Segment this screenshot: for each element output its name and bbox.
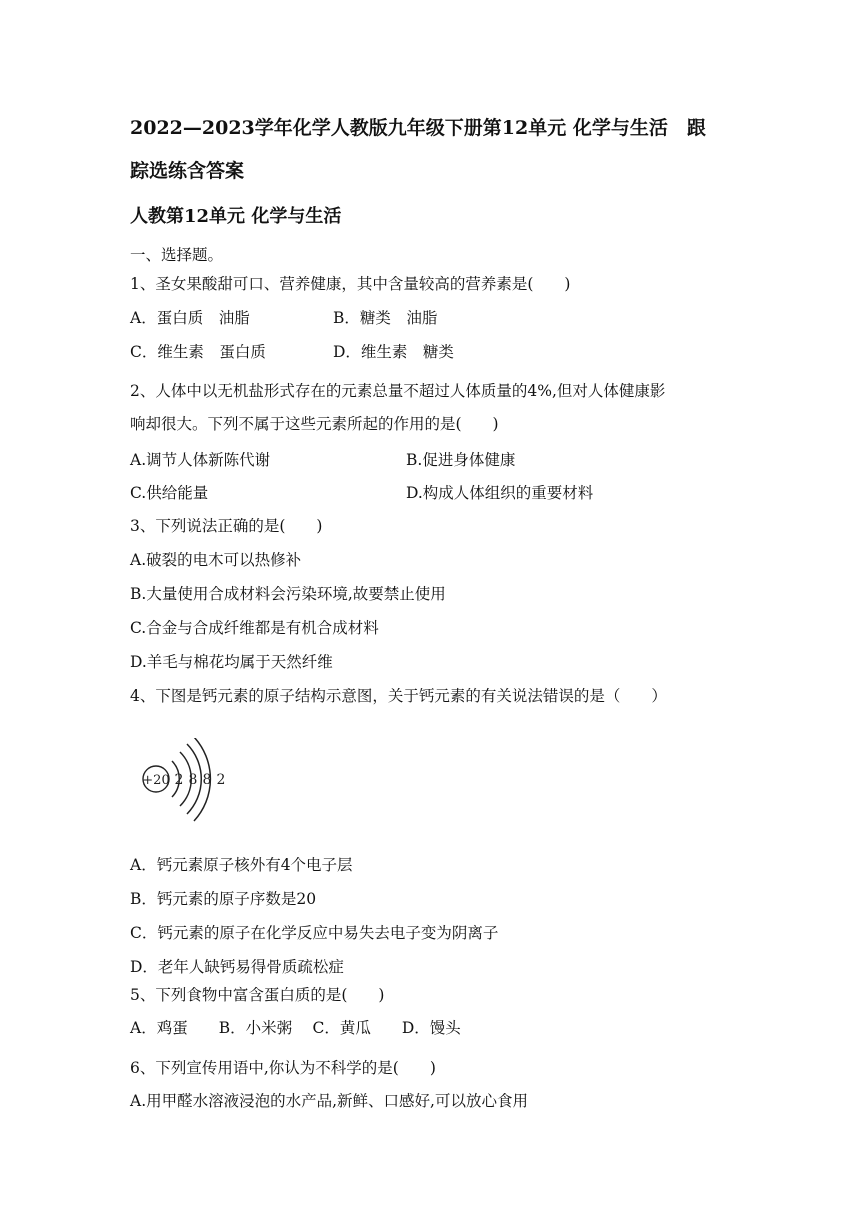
q1-option-a: A．蛋白质 油脂 xyxy=(130,309,250,327)
q1-option-c: C．维生素 蛋白质 xyxy=(130,343,266,361)
q5-stem: 5、下列食物中富含蛋白质的是( ) xyxy=(130,986,385,1004)
q3-option-b: B.大量使用合成材料会污染环境,故要禁止使用 xyxy=(130,585,446,603)
q3-option-c: C.合金与合成纤维都是有机合成材料 xyxy=(130,619,379,637)
q4-stem: 4、下图是钙元素的原子结构示意图，关于钙元素的有关说法错误的是（ ） xyxy=(130,687,667,705)
q4-option-d: D．老年人缺钙易得骨质疏松症 xyxy=(130,958,344,976)
q3-option-a: A.破裂的电木可以热修补 xyxy=(130,551,302,569)
q5-options: A．鸡蛋 B．小米粥 C．黄瓜 D．馒头 xyxy=(130,1019,461,1037)
nucleus-charge-label: +20 xyxy=(142,773,170,788)
q2-stem-line-2: 响却很大。下列不属于这些元素所起的作用的是( ) xyxy=(130,415,499,433)
q2-option-d: D.构成人体组织的重要材料 xyxy=(406,484,594,502)
q6-option-a: A.用甲醛水溶液浸泡的水产品,新鲜、口感好,可以放心食用 xyxy=(130,1092,528,1110)
unit-heading: 人教第12单元 化学与生活 xyxy=(130,206,342,227)
q1-option-b: B．糖类 油脂 xyxy=(333,309,438,327)
q1-option-d: D．维生素 糖类 xyxy=(333,343,454,361)
shell-1-electron-count: 2 xyxy=(174,772,184,788)
q6-stem: 6、下列宣传用语中,你认为不科学的是( ) xyxy=(130,1059,436,1077)
section-heading: 一、选择题。 xyxy=(130,246,224,264)
q2-option-a: A.调节人体新陈代谢 xyxy=(130,451,271,469)
q2-stem-line-1: 2、人体中以无机盐形式存在的元素总量不超过人体质量的4%,但对人体健康影 xyxy=(130,382,666,400)
q4-option-b: B．钙元素的原子序数是20 xyxy=(130,890,317,908)
shell-2-electron-count: 8 xyxy=(188,772,198,788)
shell-3-electron-count: 8 xyxy=(202,772,212,788)
q4-option-a: A．钙元素原子核外有4个电子层 xyxy=(130,856,353,874)
q2-option-b: B.促进身体健康 xyxy=(406,451,516,469)
shell-4-electron-count: 2 xyxy=(216,772,226,788)
q3-option-d: D.羊毛与棉花均属于天然纤维 xyxy=(130,653,333,671)
document-title-line-2: 踪选练含答案 xyxy=(130,160,245,182)
q2-option-c: C.供给能量 xyxy=(130,484,209,502)
q1-stem: 1、圣女果酸甜可口、营养健康，其中含量较高的营养素是( ) xyxy=(130,275,571,293)
q3-stem: 3、下列说法正确的是( ) xyxy=(130,517,323,535)
calcium-atom-structure-diagram xyxy=(136,738,236,848)
document-title-line-1: 2022—2023学年化学人教版九年级下册第12单元 化学与生活 跟 xyxy=(130,117,706,139)
q4-option-c: C．钙元素的原子在化学反应中易失去电子变为阴离子 xyxy=(130,924,499,942)
